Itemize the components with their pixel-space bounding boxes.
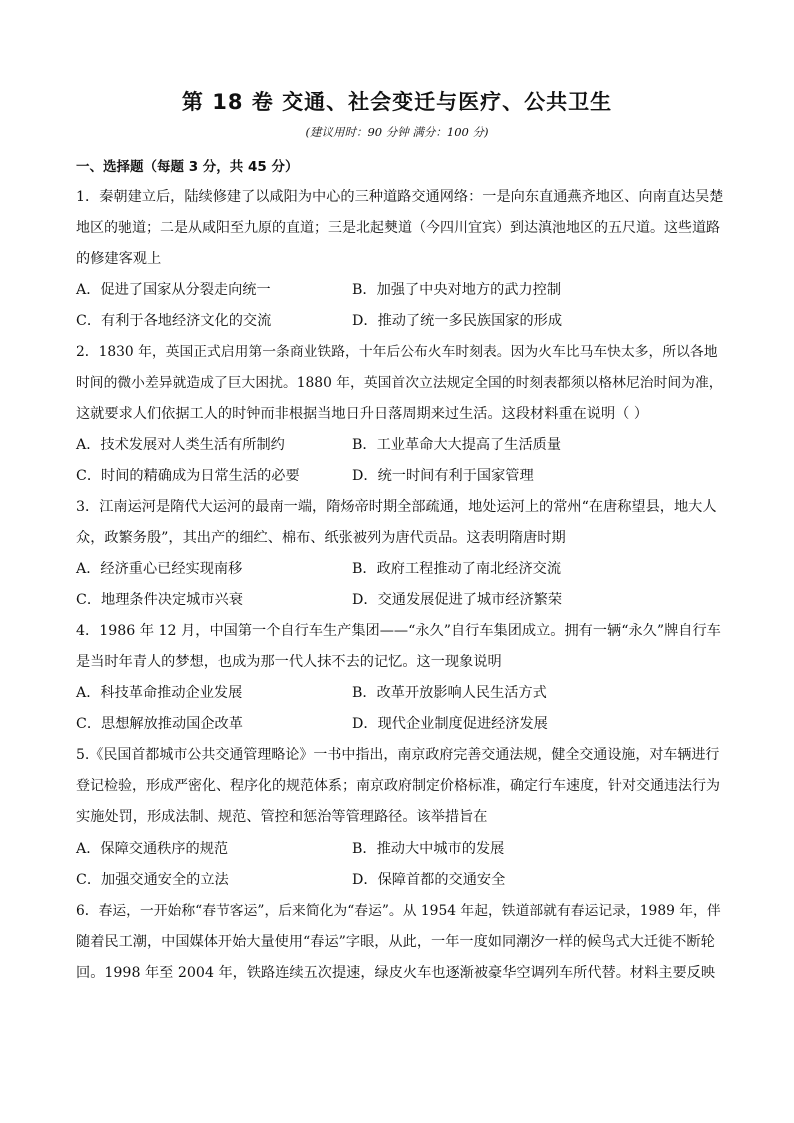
- section-heading: 一、选择题（每题 3 分，共 45 分）: [76, 159, 299, 175]
- question-3-option-a[interactable]: A．经济重心已经实现南移: [76, 561, 243, 577]
- question-1-line-3: 的修建客观上: [76, 251, 162, 267]
- question-5-option-b[interactable]: B．推动大中城市的发展: [352, 841, 505, 857]
- question-2-option-d[interactable]: D．统一时间有利于国家管理: [352, 468, 534, 484]
- question-1-option-c[interactable]: C．有利于各地经济文化的交流: [76, 313, 272, 329]
- question-4-option-c[interactable]: C．思想解放推动国企改革: [76, 716, 243, 732]
- question-2-option-a[interactable]: A．技术发展对人类生活有所制约: [76, 437, 285, 453]
- time-and-score-note: (建议用时：90 分钟 满分：100 分): [305, 125, 489, 139]
- question-5-line-3: 实施处罚，形成法制、规范、管控和惩治等管理路径。该举措旨在: [76, 809, 488, 825]
- question-6-line-1: 6．春运，一开始称“春节客运”，后来简化为“春运”。从 1954 年起，铁道部就有春运记录，1989 年，伴: [76, 903, 721, 919]
- question-2-line-1: 2．1830 年，英国正式启用第一条商业铁路，十年后公布火车时刻表。因为火车比马车快太多，所以各地: [76, 344, 718, 360]
- question-6-line-2: 随着民工潮，中国媒体开始大量使用“春运”字眼，从此，一年一度如同潮汐一样的候鸟式大迁徙不断轮: [76, 934, 715, 950]
- question-3-line-1: 3．江南运河是隋代大运河的最南一端，隋炀帝时期全部疏通，地处运河上的常州“在唐称望县，地大人: [76, 499, 717, 515]
- question-5-option-d[interactable]: D．保障首都的交通安全: [352, 872, 506, 888]
- question-5-option-a[interactable]: A．保障交通秩序的规范: [76, 841, 229, 857]
- question-1-line-2: 地区的驰道；二是从咸阳至九原的直道；三是北起僰道（今四川宜宾）到达滇池地区的五尺道。这些道路: [76, 220, 720, 236]
- question-4-line-1: 4．1986 年 12 月，中国第一个自行车生产集团——“永久”自行车集团成立。拥有一辆“永久”牌自行车: [76, 623, 721, 639]
- question-4-option-b[interactable]: B．改革开放影响人民生活方式: [352, 685, 547, 701]
- question-1-line-1: 1．秦朝建立后，陆续修建了以咸阳为中心的三种道路交通网络：一是向东直通燕齐地区、向南直达吴楚: [76, 189, 724, 205]
- question-6-line-3: 回。1998 年至 2004 年，铁路连续五次提速，绿皮火车也逐渐被豪华空调列车所代替。材料主要反映: [76, 965, 716, 981]
- question-1-option-a[interactable]: A．促进了国家从分裂走向统一: [76, 282, 271, 298]
- question-2-line-2: 时间的微小差异就造成了巨大困扰。1880 年，英国首次立法规定全国的时刻表都须以格林尼治时间为准，: [76, 375, 723, 391]
- question-3-line-2: 众，政繁务殷”，其出产的细纻、棉布、纸张被列为唐代贡品。这表明隋唐时期: [76, 530, 566, 546]
- question-3-option-b[interactable]: B．政府工程推动了南北经济交流: [352, 561, 562, 577]
- question-1-option-b[interactable]: B．加强了中央对地方的武力控制: [352, 282, 562, 298]
- question-2-option-b[interactable]: B．工业革命大大提高了生活质量: [352, 437, 562, 453]
- question-3-option-c[interactable]: C．地理条件决定城市兴衰: [76, 592, 243, 608]
- question-3-option-d[interactable]: D．交通发展促进了城市经济繁荣: [352, 592, 563, 608]
- question-4-option-a[interactable]: A．科技革命推动企业发展: [76, 685, 243, 701]
- question-5-line-1: 5.《民国首都城市公共交通管理略论》一书中指出，南京政府完善交通法规，健全交通设施，对车辆进行: [76, 747, 720, 763]
- question-2-option-c[interactable]: C．时间的精确成为日常生活的必要: [76, 468, 300, 484]
- question-4-line-2: 是当时年青人的梦想，也成为那一代人抹不去的记忆。这一现象说明: [76, 654, 502, 670]
- question-5-line-2: 登记检验，形成严密化、程序化的规范体系；南京政府制定价格标准，确定行车速度，针对交通违法行为: [76, 778, 720, 794]
- question-5-option-c[interactable]: C．加强交通安全的立法: [76, 872, 229, 888]
- question-1-option-d[interactable]: D．推动了统一多民族国家的形成: [352, 313, 563, 329]
- page-title: 第 18 卷 交通、社会变迁与医疗、公共卫生: [181, 90, 613, 114]
- question-2-line-3: 这就要求人们依据工人的时钟而非根据当地日升日落周期来过生活。这段材料重在说明（ ）: [76, 406, 649, 422]
- question-4-option-d[interactable]: D．现代企业制度促进经济发展: [352, 716, 548, 732]
